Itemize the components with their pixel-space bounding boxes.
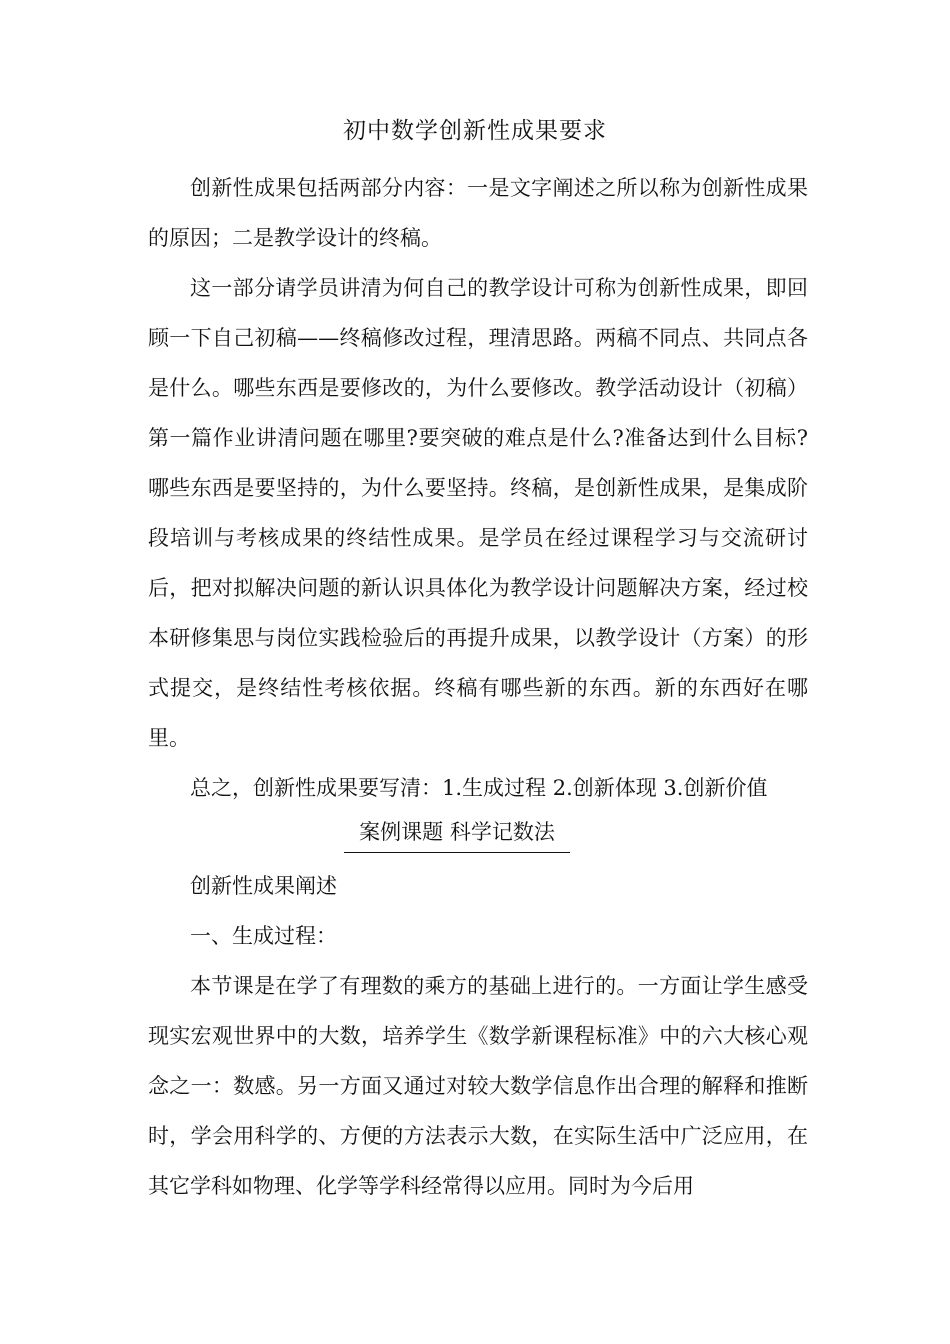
case-title: 案例课题 科学记数法 [344, 812, 570, 853]
subsection-heading: 一、生成过程： [190, 924, 337, 948]
summary-paragraph: 总之，创新性成果要写清：1.生成过程 2.创新体现 3.创新价值 [190, 776, 768, 800]
document-title: 初中数学创新性成果要求 [343, 118, 607, 144]
intro-paragraph: 创新性成果包括两部分内容：一是文字阐述之所以称为创新性成果的原因；二是教学设计的终稿。 [148, 176, 808, 250]
generation-process-paragraph: 本节课是在学了有理数的乘方的基础上进行的。一方面让学生感受现实宏观世界中的大数，培养学生《数学新课程标准》中的六大核心观念之一：数感。另一方面又通过对较大数学信息作出合理的解释和推断时，学会用科学的、方便的方法表示大数，在实际生活中广泛应用，在其它学科如物理、化学等学科经常得以应用。同时为今后用 [148, 974, 808, 1198]
explanation-paragraph: 这一部分请学员讲清为何自己的教学设计可称为创新性成果，即回顾一下自己初稿——终稿修改过程，理清思路。两稿不同点、共同点各是什么。哪些东西是要修改的，为什么要修改。教学活动设计（初稿）第一篇作业讲清问题在哪里?要突破的难点是什么?准备达到什么目标?哪些东西是要坚持的，为什么要坚持。终稿，是创新性成果，是集成阶段培训与考核成果的终结性成果。是学员在经过课程学习与交流研讨后，把对拟解决问题的新认识具体化为教学设计问题解决方案，经过校本研修集思与岗位实践检验后的再提升成果，以教学设计（方案）的形式提交，是终结性考核依据。终稿有哪些新的东西。新的东西好在哪里。 [148, 276, 808, 750]
section-heading: 创新性成果阐述 [190, 874, 337, 898]
